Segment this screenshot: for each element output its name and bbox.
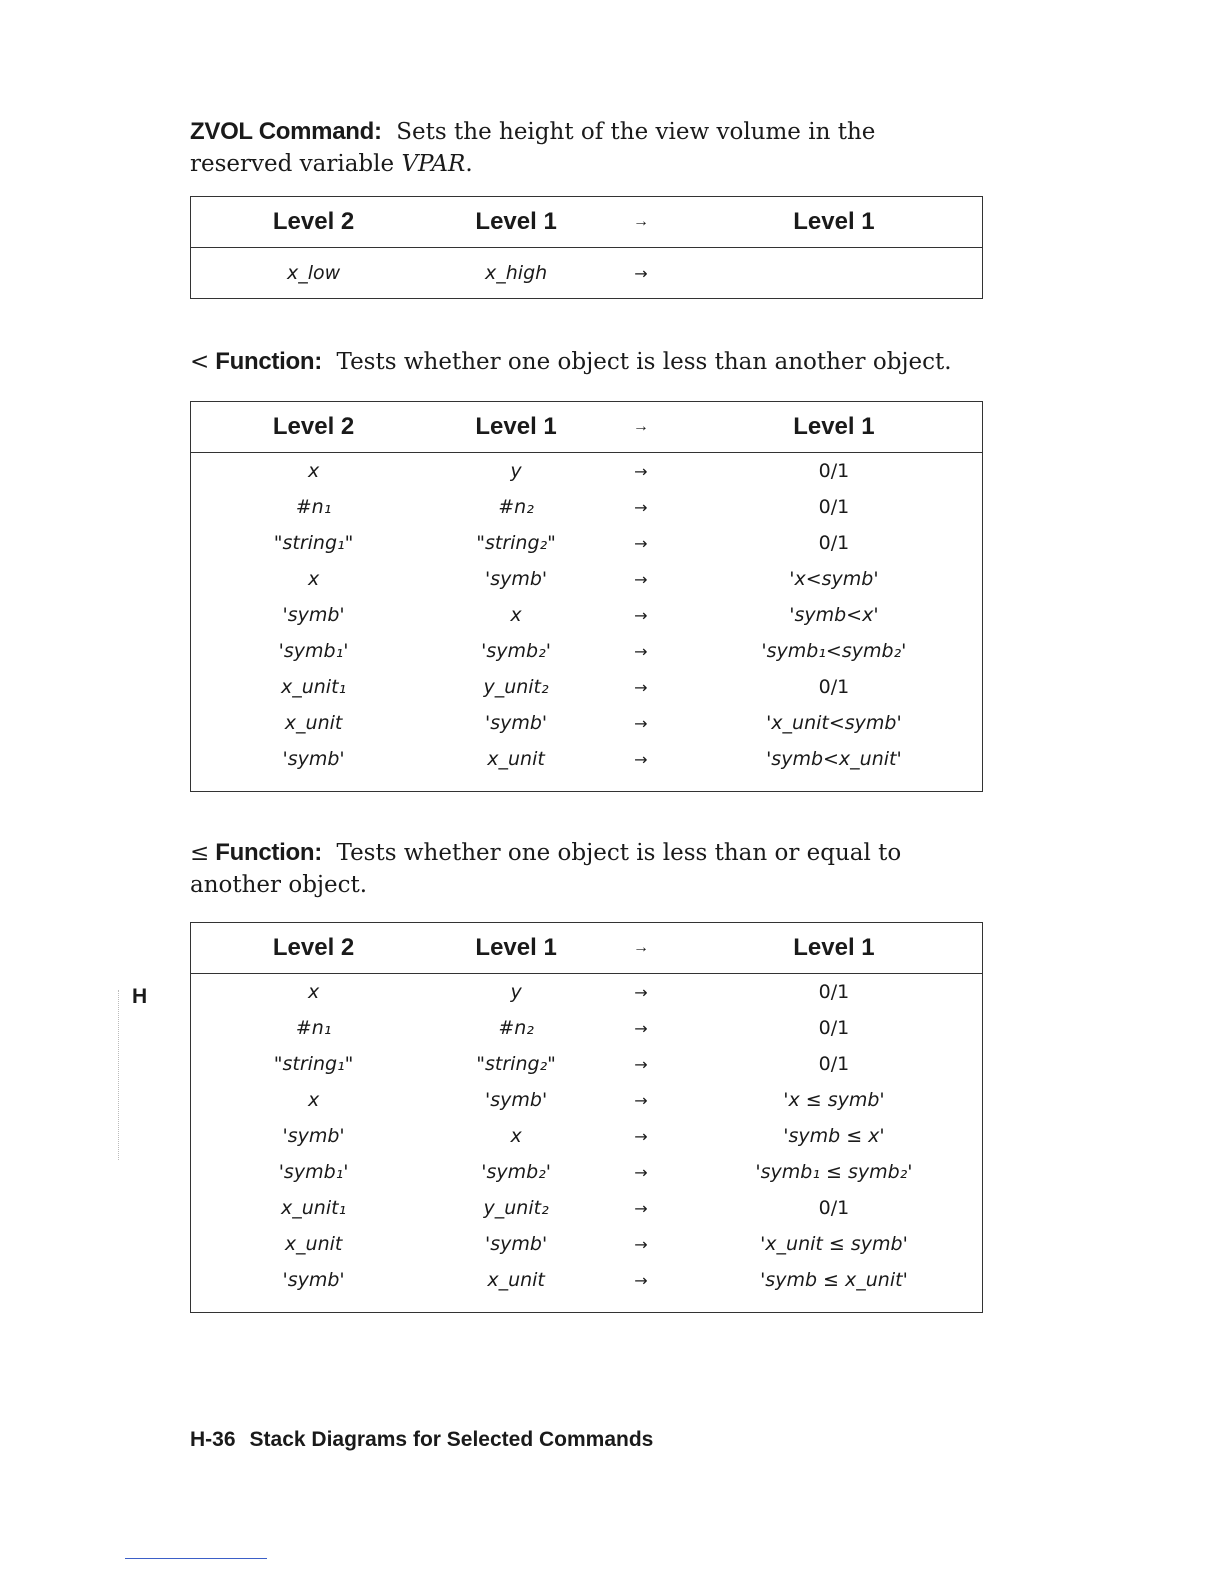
header-level1: Level 1 [436, 197, 596, 248]
cell-arrow: → [634, 1234, 648, 1254]
header-level2: Level 2 [191, 197, 437, 248]
header-arrow: → [596, 197, 686, 248]
cell-level2: x [307, 981, 320, 1003]
table-padding-row [191, 777, 983, 791]
cell-result: 0/1 [818, 496, 850, 518]
table-row [191, 597, 983, 633]
table-row [191, 1010, 983, 1046]
cell-arrow: → [634, 713, 648, 733]
cell-result: 0/1 [818, 981, 850, 1003]
cell-result: 0/1 [818, 1053, 850, 1075]
table-row [191, 489, 983, 525]
cell-level1: y [510, 981, 522, 1003]
header-level1: Level 1 [436, 923, 596, 974]
table-row [191, 561, 983, 597]
header-result: Level 1 [686, 923, 983, 974]
table-row [191, 1082, 983, 1118]
cell-arrow: → [634, 461, 648, 481]
cell-level1: y_unit₂ [483, 676, 549, 698]
appendix-side-tab: H [132, 985, 148, 1008]
table-row [191, 1118, 983, 1154]
less-equal-stack-table [190, 922, 983, 1313]
description-end: . [465, 151, 473, 177]
table-row [191, 669, 983, 705]
zvol-section [190, 116, 983, 180]
cell-level2: 'symb' [282, 748, 345, 770]
cell-result: 'x_unit ≤ symb' [760, 1233, 908, 1255]
cell-level1: x [510, 604, 522, 626]
table-row [191, 633, 983, 669]
cell-arrow: → [634, 677, 648, 697]
cell-result: 'symb ≤ x' [783, 1125, 885, 1147]
cell-result: 'x ≤ symb' [783, 1089, 885, 1111]
description-text: Tests whether one object is less than another object. [336, 349, 952, 375]
cell-result: 'symb<x_unit' [766, 748, 902, 770]
cell-result: 0/1 [818, 532, 850, 554]
cell-level1: y_unit₂ [483, 1197, 549, 1219]
cell-arrow: → [634, 982, 648, 1002]
cell-level1: x_unit [487, 748, 545, 770]
function-symbol: < [190, 349, 210, 375]
table-header-row [191, 197, 983, 248]
cell-arrow: → [634, 1126, 648, 1146]
cell-arrow: → [634, 641, 648, 661]
table-row [191, 248, 983, 299]
cell-arrow: → [634, 1090, 648, 1110]
cell-level1: #n₂ [498, 1017, 534, 1039]
cell-level1: 'symb₂' [481, 1161, 551, 1183]
header-arrow: → [596, 402, 686, 453]
table-header-row [191, 402, 983, 453]
margin-dotted-line [118, 990, 119, 1160]
cell-level2: x_unit₁ [280, 676, 347, 698]
cell-level2: #n₁ [295, 496, 332, 518]
function-label: Function: [215, 839, 322, 866]
zvol-stack-table [190, 196, 983, 299]
description-variable: VPAR [401, 151, 466, 177]
less-equal-description [190, 837, 983, 901]
page-footer [190, 1428, 653, 1452]
less-than-section [190, 346, 983, 378]
less-equal-section [190, 837, 983, 901]
cell-level2: 'symb' [282, 1269, 345, 1291]
cell-arrow: → [634, 497, 648, 517]
cell-level2: x [307, 568, 320, 590]
cell-arrow: → [634, 1018, 648, 1038]
cell-level2: #n₁ [295, 1017, 332, 1039]
cell-arrow: → [634, 1162, 648, 1182]
cell-arrow: → [634, 263, 648, 283]
cell-level1: 'symb' [484, 712, 548, 734]
table-header-row [191, 923, 983, 974]
cell-level1: "string₂" [476, 532, 556, 554]
header-level2: Level 2 [191, 923, 437, 974]
cell-arrow: → [634, 1270, 648, 1290]
cell-level1: y [510, 460, 522, 482]
function-symbol: ≤ [190, 840, 210, 866]
table-row [191, 1046, 983, 1082]
cell-result: 'x<symb' [789, 568, 879, 590]
table-row [191, 741, 983, 777]
header-result: Level 1 [686, 402, 983, 453]
cell-level2: x [307, 460, 320, 482]
cell-level2: "string₁" [273, 1053, 354, 1075]
header-level1: Level 1 [436, 402, 596, 453]
cell-result: 0/1 [818, 1017, 850, 1039]
less-than-stack-table [190, 401, 983, 792]
table-row [191, 1226, 983, 1262]
header-arrow: → [596, 923, 686, 974]
cell-level1: 'symb' [485, 1233, 548, 1255]
cell-level2: 'symb₁' [278, 1161, 349, 1183]
cell-level2: 'symb' [282, 1125, 345, 1147]
cell-arrow: → [634, 605, 648, 625]
cell-result: 0/1 [818, 676, 850, 698]
table-row [191, 453, 983, 490]
cell-level2: "string₁" [273, 532, 354, 554]
cell-result: 'x_unit<symb' [766, 712, 902, 734]
less-than-description [190, 346, 983, 378]
cell-arrow: → [634, 1054, 648, 1074]
cell-level2: x [307, 1089, 320, 1111]
cell-level1: 'symb' [484, 568, 548, 590]
cell-level2: 'symb' [282, 604, 345, 626]
cell-level1: 'symb₂' [481, 640, 551, 662]
header-level2: Level 2 [191, 402, 437, 453]
footer-title: Stack Diagrams for Selected Commands [249, 1428, 654, 1451]
table-padding-row [191, 1298, 983, 1312]
cell-level1: #n₂ [498, 496, 534, 518]
cell-level2: x_unit₁ [281, 1197, 347, 1219]
cell-result: 'symb₁<symb₂' [761, 640, 907, 662]
table-row [191, 1262, 983, 1298]
bottom-rule [125, 1558, 267, 1559]
header-result: Level 1 [686, 197, 983, 248]
table-row [191, 525, 983, 561]
cell-result: 0/1 [818, 1197, 850, 1219]
cell-level1: x [510, 1125, 522, 1147]
cell-result: 'symb₁ ≤ symb₂' [755, 1161, 913, 1183]
table-row [191, 705, 983, 741]
cell-result [686, 248, 983, 299]
cell-level2: 'symb₁' [278, 640, 349, 662]
cell-arrow: → [634, 1198, 648, 1218]
cell-arrow: → [634, 569, 648, 589]
cell-arrow: → [634, 533, 648, 553]
cell-level1: x_unit [487, 1269, 545, 1291]
cell-level2: x_unit [284, 712, 343, 734]
cell-level1: "string₂" [476, 1053, 556, 1075]
page-number: H-36 [190, 1428, 236, 1451]
cell-result: 'symb ≤ x_unit' [760, 1269, 908, 1291]
table-row [191, 1154, 983, 1190]
command-name: ZVOL Command: [190, 118, 382, 145]
description-text: Tests whether one object is less than or equal to another object. [190, 840, 902, 898]
table-row [191, 974, 983, 1011]
cell-level2: x_low [287, 262, 341, 284]
description-text: Sets the height of the view volume in the reserved variable [190, 119, 876, 177]
cell-level2: x_unit [284, 1233, 343, 1255]
zvol-description [190, 116, 983, 180]
function-label: Function: [215, 348, 322, 375]
cell-level1: x_high [485, 262, 548, 284]
cell-result: 'symb<x' [789, 604, 879, 626]
cell-result: 0/1 [818, 460, 850, 482]
cell-arrow: → [634, 749, 648, 769]
table-row [191, 1190, 983, 1226]
cell-level1: 'symb' [485, 1089, 548, 1111]
